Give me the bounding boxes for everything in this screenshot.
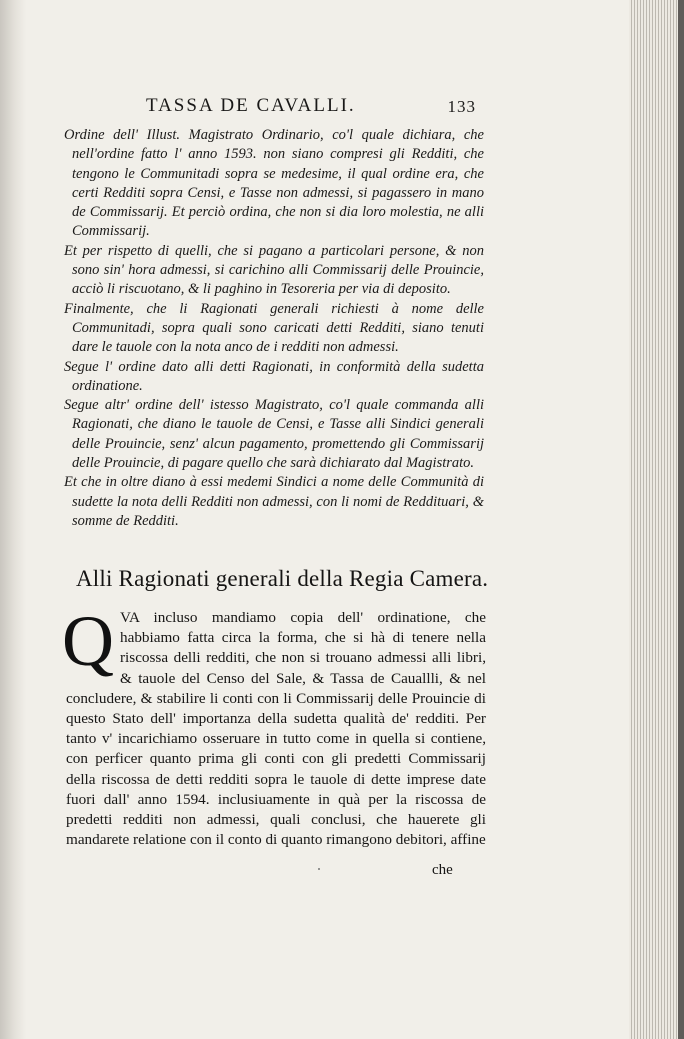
body-text: VA incluso mandiamo copia dell' ordinatione, che habbiamo fatta circa la forma, che si hà di tenere nella riscossa delli redditi, che non si trouano admessi alli libri, & tauole del Censo del Sale, & Tassa de Cauallli, & nel concludere, & stabilire li conti con li Commissarij delle Prouincie di questo Stato dell' importanza della sudetta qualità de' redditi. Per tanto v' incarichiamo osseruare in tutto come in quella si contiene, con perficer quanto prima gli conti con gli predetti Commissarij della riscossa de detti redditi sopra le tauole di dette imprese date fuori dall' anno 1594. inclusiuamente in quà per la riscossa de predetti redditi non admessi, quali conclusi, che hauerete gli mandarete relatione con il conto di quanto rimangono debitori, affine [66, 609, 486, 849]
drop-cap: Q [62, 601, 114, 681]
summary-paragraph: Et che in oltre diano à essi medemi Sindici a nome delle Communità di sudette la nota delli Redditi non admessi, con li nomi de Reddituari, & somme de Redditi. [64, 474, 484, 529]
body-paragraph [62, 601, 486, 850]
italic-summary-block [64, 126, 484, 531]
section-heading: Alli Ragionati generali della Regia Camera. [76, 566, 489, 591]
summary-paragraph: Ordine dell' Illust. Magistrato Ordinario, co'l quale dichiara, che nell'ordine fatto l' anno 1593. non siano compresi gli Redditi, che tengono le Communitadi sopra se medesime, il qual ordine era, che certi Redditi sopra Censi, e Tasse non admessi, si pagassero in mano de Commissarij. Et perciò ordina, che non si dia loro molestia, ne alli Commissarij. [64, 127, 484, 240]
running-head [146, 95, 476, 121]
summary-paragraph: Et per rispetto di quelli, che si pagano a particolari persone, & non sono sin' hora admessi, si carichino alli Commissarij delle Prouincie, acciò li riscuotano, & li paghino in Tesoreria per via di deposito. [64, 242, 484, 298]
catchword: che [432, 862, 453, 878]
running-head-title: TASSA DE CAVALLI. [146, 95, 356, 116]
page-gutter [0, 0, 26, 1039]
summary-paragraph: Finalmente, che li Ragionati generali richiesti à nome delle Communitadi, sopra quali sono caricati detti Redditi, siano tenuti dare le tauole con la nota anco de i redditi non admessi. [64, 300, 484, 356]
summary-paragraph: Segue altr' ordine dell' istesso Magistrato, co'l quale commanda alli Ragionati, che diano le tauole de Censi, e Tasse alli Sindici generali delle Prouincie, senz' alcun pagamento, promettendo gli Commissarij delle Prouincie, di pagare quello che sarà dichiarato dal Magistrato. [64, 397, 484, 472]
ink-speck [318, 868, 320, 870]
page-number: 133 [447, 97, 476, 116]
page-edges [629, 0, 684, 1039]
summary-paragraph: Segue l' ordine dato alli detti Ragionati, in conformità della sudetta ordinatione. [64, 358, 484, 394]
